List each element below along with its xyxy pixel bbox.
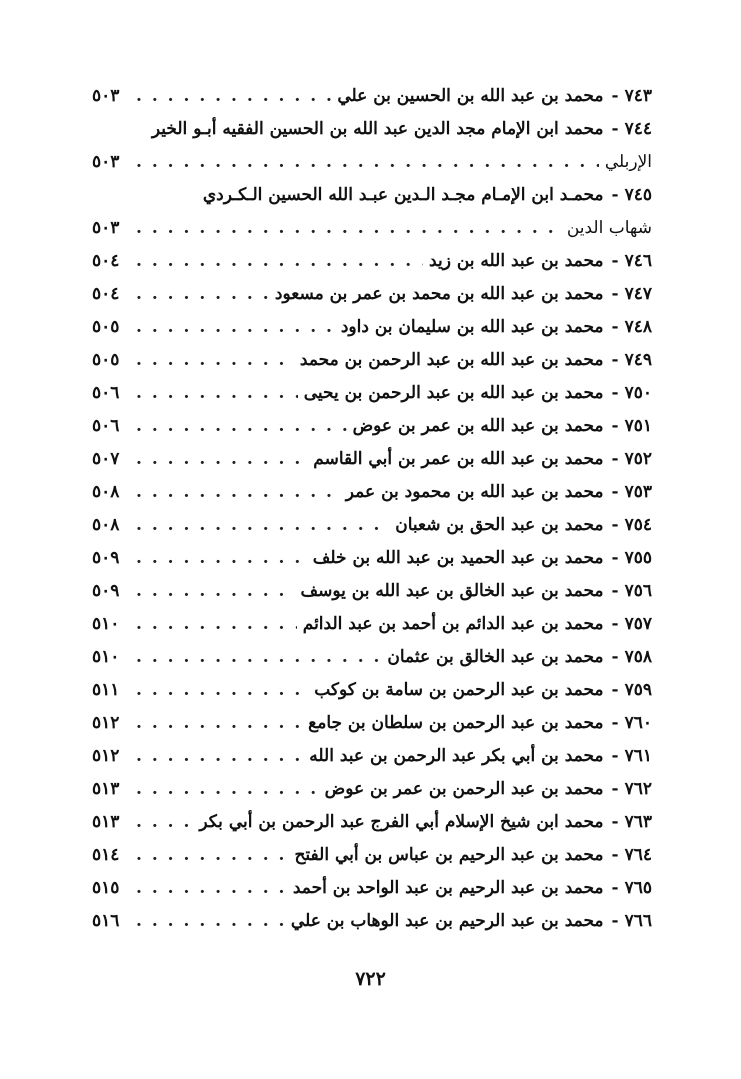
- toc-entry: [92, 179, 652, 245]
- entry-page-number: ٥٠٨: [92, 482, 120, 502]
- dot-leader: [136, 641, 381, 674]
- entry-title: محمـد ابن الإمـام مجـد الـدين عبـد الله الحسين الـكـردي: [202, 185, 604, 205]
- entry-number: ٧٤٥: [624, 185, 652, 205]
- toc-entry-line: [92, 806, 652, 839]
- entry-page-number: ٥٠٣: [92, 152, 120, 172]
- toc-entry-line: [92, 608, 652, 641]
- entry-number: ٧٤٨: [624, 317, 652, 337]
- entry-dash: -: [611, 416, 619, 436]
- entry-title: محمد بن عبد الله بن محمود بن عمر: [345, 482, 604, 502]
- dot-leader: [136, 212, 561, 245]
- entry-dash: -: [611, 251, 619, 271]
- entry-number: ٧٥٩: [624, 680, 652, 700]
- toc-entry: [92, 905, 652, 938]
- entry-number: ٧٥٨: [624, 647, 652, 667]
- entry-number: ٧٥٣: [624, 482, 652, 502]
- dot-leader: [136, 806, 193, 839]
- toc-entry-line: [92, 575, 652, 608]
- toc-entry-line: [92, 740, 652, 773]
- entry-title: محمد بن عبد الله بن سليمان بن داود: [340, 317, 604, 337]
- dot-leader: [136, 476, 340, 509]
- entry-number: ٧٥١: [624, 416, 652, 436]
- entry-title: محمد بن عبد الرحيم بن عباس بن أبي الفتح: [294, 845, 604, 865]
- entry-page-number: ٥٠٩: [92, 581, 120, 601]
- entry-dash: -: [611, 383, 619, 403]
- entry-page-number: ٥٠٩: [92, 548, 120, 568]
- entry-dash: -: [611, 911, 619, 931]
- entry-title: محمد بن عبد الرحيم بن عبد الوهاب بن علي: [290, 911, 604, 931]
- entry-dash: -: [611, 482, 619, 502]
- entry-number: ٧٦١: [624, 746, 652, 766]
- entry-page-number: ٥١٣: [92, 779, 120, 799]
- dot-leader: [136, 410, 347, 443]
- entry-page-number: ٥٠٨: [92, 515, 120, 535]
- toc-entry-line: [92, 707, 652, 740]
- toc-entry: [92, 113, 652, 179]
- entry-number: ٧٥٧: [624, 614, 652, 634]
- entry-page-number: ٥١١: [92, 680, 120, 700]
- entry-page-number: ٥١٣: [92, 812, 120, 832]
- toc-entry: [92, 476, 652, 509]
- toc-entry-line: [92, 311, 652, 344]
- dot-leader: [136, 839, 288, 872]
- entry-number: ٧٤٦: [624, 251, 652, 271]
- entry-title: محمد بن عبد الله بن عمر بن أبي القاسم: [313, 449, 604, 469]
- dot-leader: [136, 608, 297, 641]
- toc-entry: [92, 740, 652, 773]
- entry-dash: -: [611, 515, 619, 535]
- entry-page-number: ٥١٢: [92, 746, 120, 766]
- entry-page-number: ٥٠٥: [92, 317, 120, 337]
- entry-number: ٧٦٣: [624, 812, 652, 832]
- toc-entry-line: [92, 410, 652, 443]
- table-of-contents: [92, 80, 652, 938]
- entry-number: ٧٤٣: [624, 86, 652, 106]
- entry-number: ٧٥٦: [624, 581, 652, 601]
- entry-page-number: ٥١٠: [92, 614, 120, 634]
- entry-title: محمد ابن الإمام مجد الدين عبد الله بن الحسين الفقيه أبـو الخير: [151, 119, 604, 139]
- entry-dash: -: [611, 812, 619, 832]
- entry-title: محمد بن عبد الرحمن بن سامة بن كوكب: [314, 680, 604, 700]
- dot-leader: [136, 344, 294, 377]
- toc-entry: [92, 872, 652, 905]
- toc-entry: [92, 575, 652, 608]
- dot-leader: [136, 80, 331, 113]
- toc-entry: [92, 608, 652, 641]
- toc-entry-line: [92, 245, 652, 278]
- entry-page-number: ٥٠٤: [92, 251, 120, 271]
- entry-title: محمد بن عبد الله بن عمر بن عوض: [352, 416, 604, 436]
- toc-entry: [92, 410, 652, 443]
- toc-entry: [92, 278, 652, 311]
- dot-leader: [136, 245, 423, 278]
- toc-entry-line: [92, 278, 652, 311]
- entry-page-number: ٥١٥: [92, 878, 120, 898]
- dot-leader: [136, 905, 285, 938]
- entry-title: محمد بن عبد الخالق بن عثمان: [387, 647, 604, 667]
- dot-leader: [136, 740, 303, 773]
- entry-title: محمد بن عبد الله بن عبد الرحمن بن محمد: [299, 350, 604, 370]
- entry-page-number: ٥١٠: [92, 647, 120, 667]
- entry-number: ٧٥٥: [624, 548, 652, 568]
- toc-entry: [92, 806, 652, 839]
- entry-title: محمد بن عبد الرحمن بن عمر بن عوض: [324, 779, 604, 799]
- dot-leader: [136, 377, 298, 410]
- entry-page-number: ٥٠٣: [92, 86, 120, 106]
- entry-dash: -: [611, 317, 619, 337]
- dot-leader: [136, 509, 389, 542]
- toc-entry-line: [92, 344, 652, 377]
- toc-entry-continuation: [92, 212, 652, 245]
- entry-dash: -: [611, 185, 619, 205]
- entry-title: محمد ابن شيخ الإسلام أبي الفرج عبد الرحمن بن أبي بكر: [199, 812, 604, 832]
- entry-dash: -: [611, 581, 619, 601]
- dot-leader: [136, 311, 335, 344]
- entry-title: محمد بن عبد الله بن عبد الرحمن بن يحيى: [303, 383, 604, 403]
- entry-page-number: ٥٠٧: [92, 449, 120, 469]
- entry-dash: -: [611, 647, 619, 667]
- entry-title: محمد بن عبد الرحمن بن سلطان بن جامع: [308, 713, 604, 733]
- entry-dash: -: [611, 449, 619, 469]
- entry-number: ٧٤٤: [624, 119, 652, 139]
- toc-entry-line: [92, 674, 652, 707]
- entry-title: محمد بن عبد الحق بن شعبان: [395, 515, 604, 535]
- dot-leader: [136, 542, 307, 575]
- entry-dash: -: [611, 86, 619, 106]
- entry-number: ٧٦٦: [624, 911, 652, 931]
- toc-entry-line: [92, 872, 652, 905]
- toc-entry: [92, 377, 652, 410]
- toc-entry-line: [92, 476, 652, 509]
- dot-leader: [136, 872, 287, 905]
- entry-dash: -: [611, 350, 619, 370]
- entry-number: ٧٦٥: [624, 878, 652, 898]
- entry-dash: -: [611, 680, 619, 700]
- dot-leader: [136, 278, 269, 311]
- entry-dash: -: [611, 845, 619, 865]
- toc-entry-line: [92, 377, 652, 410]
- toc-entry-line: [92, 542, 652, 575]
- entry-title: محمد بن عبد الخالق بن عبد الله بن يوسف: [300, 581, 604, 601]
- entry-page-number: ٥٠٥: [92, 350, 120, 370]
- toc-entry: [92, 509, 652, 542]
- dot-leader: [136, 575, 295, 608]
- toc-entry-line: [92, 113, 652, 146]
- toc-entry: [92, 674, 652, 707]
- entry-number: ٧٤٧: [624, 284, 652, 304]
- page-number: ٧٢٢: [355, 968, 386, 990]
- entry-title: الإربلي: [604, 152, 652, 172]
- entry-title: محمد بن عبد الدائم بن أحمد بن عبد الدائم: [302, 614, 604, 634]
- entry-title: محمد بن عبد الله بن زيد: [429, 251, 604, 271]
- toc-entry-line: [92, 773, 652, 806]
- entry-dash: -: [611, 878, 619, 898]
- entry-dash: -: [611, 284, 619, 304]
- toc-entry: [92, 641, 652, 674]
- toc-entry: [92, 839, 652, 872]
- entry-dash: -: [611, 614, 619, 634]
- toc-entry: [92, 773, 652, 806]
- entry-number: ٧٦٠: [624, 713, 652, 733]
- toc-entry-line: [92, 509, 652, 542]
- toc-entry: [92, 443, 652, 476]
- dot-leader: [136, 773, 319, 806]
- dot-leader: [136, 674, 308, 707]
- entry-number: ٧٥٢: [624, 449, 652, 469]
- entry-page-number: ٥١٢: [92, 713, 120, 733]
- entry-number: ٧٤٩: [624, 350, 652, 370]
- toc-entry-line: [92, 80, 652, 113]
- entry-page-number: ٥٠٦: [92, 383, 120, 403]
- toc-entry: [92, 311, 652, 344]
- dot-leader: [136, 443, 307, 476]
- toc-entry: [92, 542, 652, 575]
- entry-page-number: ٥١٦: [92, 911, 120, 931]
- entry-page-number: ٥٠٣: [92, 218, 120, 238]
- toc-entry-line: [92, 179, 652, 212]
- toc-entry-line: [92, 905, 652, 938]
- entry-title: شهاب الدين: [566, 218, 652, 238]
- toc-entry-line: [92, 641, 652, 674]
- entry-dash: -: [611, 713, 619, 733]
- entry-number: ٧٦٤: [624, 845, 652, 865]
- toc-entry: [92, 707, 652, 740]
- entry-title: محمد بن عبد الرحيم بن عبد الواحد بن أحمد: [292, 878, 604, 898]
- entry-title: محمد بن عبد الله بن محمد بن عمر بن مسعود: [274, 284, 604, 304]
- entry-number: ٧٥٤: [624, 515, 652, 535]
- toc-entry: [92, 80, 652, 113]
- entry-dash: -: [611, 119, 619, 139]
- entry-dash: -: [611, 746, 619, 766]
- entry-title: محمد بن عبد الله بن الحسين بن علي: [337, 86, 604, 106]
- toc-entry-continuation: [92, 146, 652, 179]
- entry-title: محمد بن عبد الحميد بن عبد الله بن خلف: [312, 548, 604, 568]
- toc-entry: [92, 344, 652, 377]
- entry-dash: -: [611, 548, 619, 568]
- entry-title: محمد بن أبي بكر عبد الرحمن بن عبد الله: [309, 746, 604, 766]
- dot-leader: [136, 707, 302, 740]
- entry-dash: -: [611, 779, 619, 799]
- entry-number: ٧٦٢: [624, 779, 652, 799]
- entry-page-number: ٥٠٤: [92, 284, 120, 304]
- entry-page-number: ٥٠٦: [92, 416, 120, 436]
- toc-entry-line: [92, 443, 652, 476]
- toc-entry: [92, 245, 652, 278]
- toc-entry-line: [92, 839, 652, 872]
- entry-number: ٧٥٠: [624, 383, 652, 403]
- entry-page-number: ٥١٤: [92, 845, 120, 865]
- dot-leader: [136, 146, 599, 179]
